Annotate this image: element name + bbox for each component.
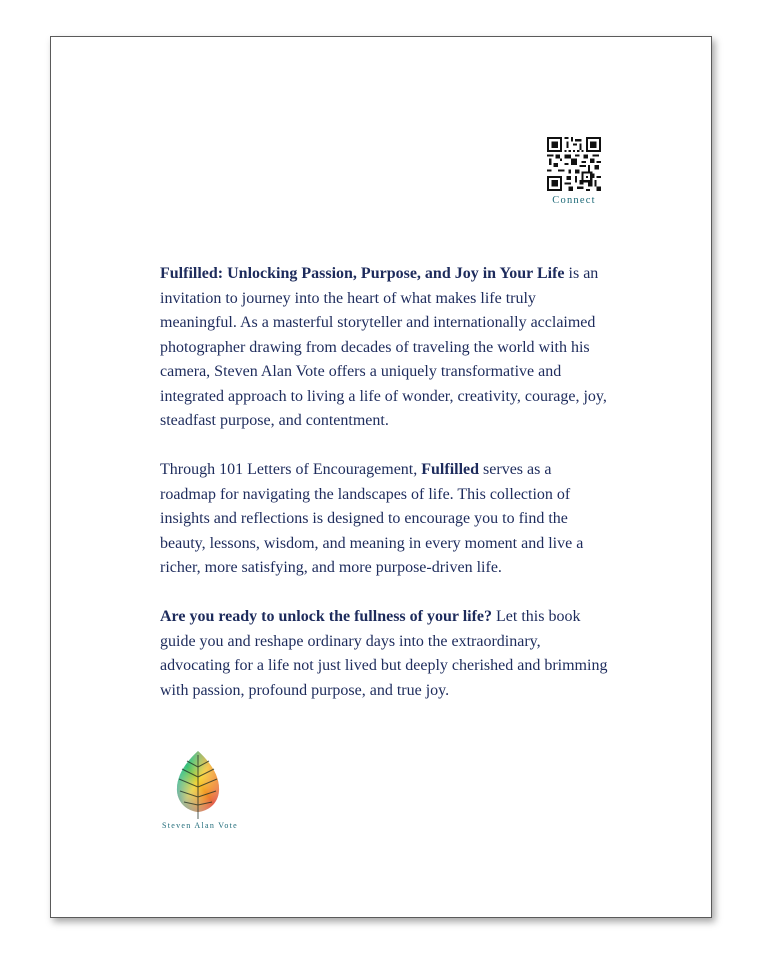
intro-text: is an invitation to journey into the heart of what makes life truly meaningful. As a masterful storyteller and internationally acclaimed photographer drawing from decades of traveling the world with his camera, Steven Alan Vote offers a uniquely transformative and integrated approach to living a life of wonder, creativity, courage, joy, steadfast purpose, and contentment. bbox=[160, 265, 607, 429]
letters-text-end: serves as a roadmap for navigating the landscapes of life. This collection of insights and reflections is designed to encourage you to find the beauty, lessons, wisdom, and meaning in every moment and live a richer, more satisfying, and more purpose-driven life. bbox=[160, 461, 584, 576]
author-name: Steven Alan Vote bbox=[161, 821, 239, 830]
paragraph-letters bbox=[160, 458, 608, 581]
qr-code-icon[interactable] bbox=[547, 137, 601, 191]
book-back-cover bbox=[50, 36, 712, 918]
qr-caption: Connect bbox=[552, 195, 596, 206]
description-text bbox=[160, 262, 608, 728]
paragraph-intro bbox=[160, 262, 608, 434]
paragraph-call-to-action bbox=[160, 605, 608, 703]
book-title: Fulfilled: Unlocking Passion, Purpose, and Joy in Your Life bbox=[160, 265, 565, 282]
call-to-action-question: Are you ready to unlock the fullness of your life? bbox=[160, 608, 493, 625]
qr-code-block[interactable] bbox=[547, 137, 601, 206]
rainbow-leaf-icon bbox=[173, 749, 223, 821]
book-title-short: Fulfilled bbox=[421, 461, 480, 478]
call-to-action-text: Let this book guide you and reshape ordinary days into the extraordinary, advocating for a life not just lived but deeply cherished and brimming with passion, profound purpose, and true joy. bbox=[160, 608, 608, 699]
letters-text-start: Through 101 Letters of Encouragement, bbox=[160, 461, 422, 478]
